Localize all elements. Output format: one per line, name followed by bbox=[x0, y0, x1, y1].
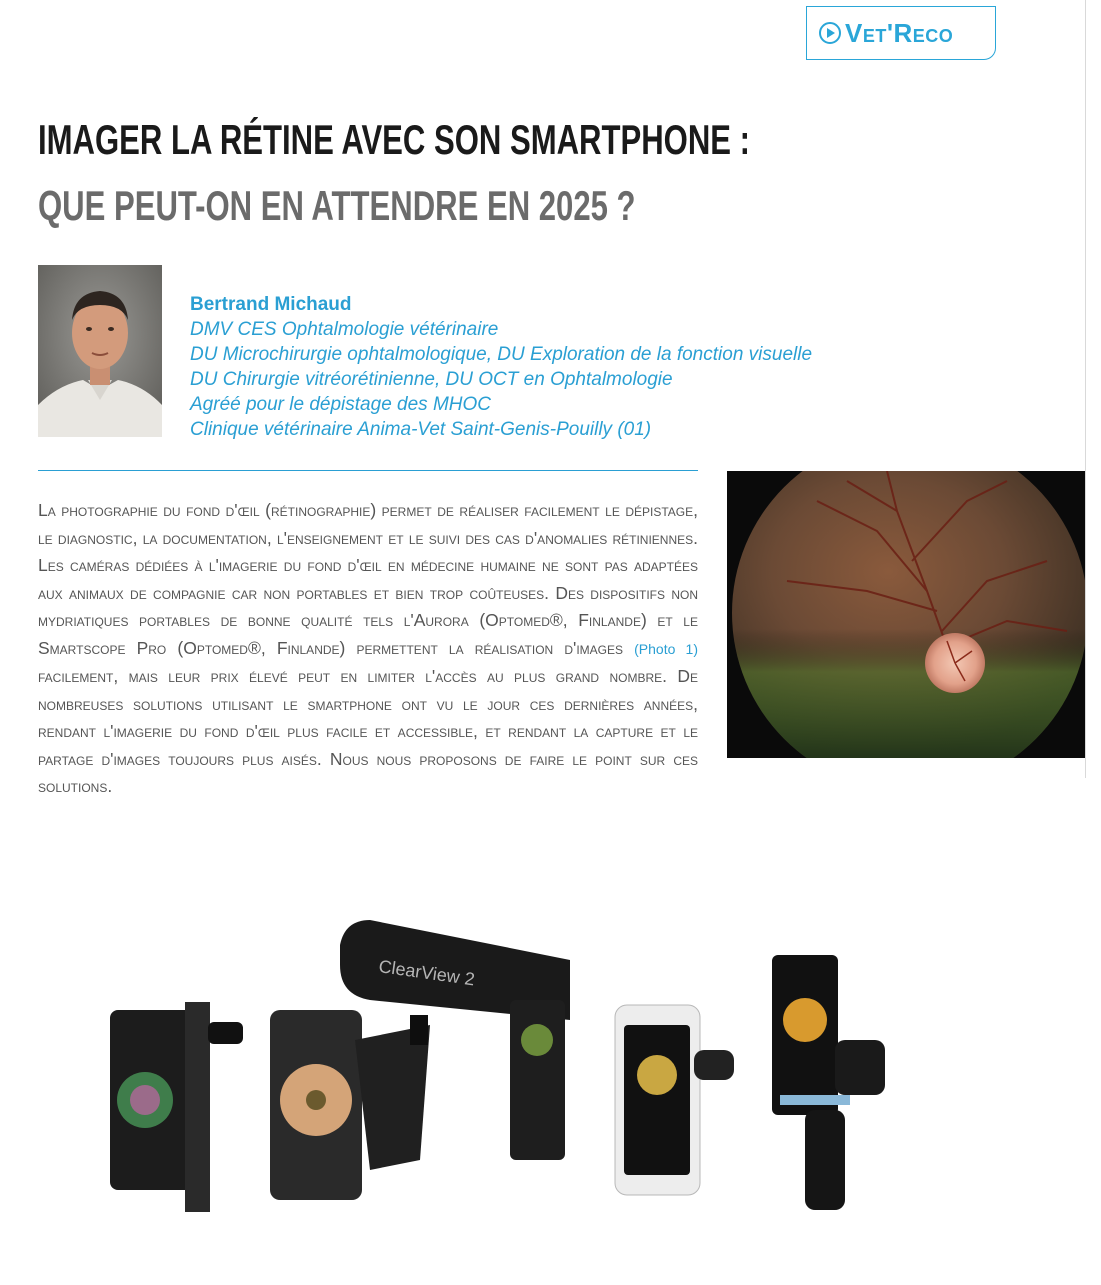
clearview-label: ClearView 2 bbox=[377, 956, 477, 990]
fundus-photo bbox=[727, 471, 1085, 758]
photo-reference: (Photo 1) bbox=[634, 640, 698, 657]
author-credential: DU Microchirurgie ophtalmologique, DU Exploration de la fonction visuelle bbox=[190, 344, 813, 365]
divider bbox=[38, 470, 698, 471]
article-title: IMAGER LA RÉTINE AVEC SON SMARTPHONE : bbox=[38, 116, 750, 163]
intro-paragraph bbox=[38, 497, 698, 801]
play-circle-icon bbox=[819, 22, 841, 44]
device-1 bbox=[110, 1002, 243, 1212]
device-5 bbox=[772, 955, 885, 1210]
article-subtitle: QUE PEUT-ON EN ATTENDRE EN 2025 ? bbox=[38, 182, 636, 229]
author-credential: Clinique vétérinaire Anima-Vet Saint-Genis-Pouilly (01) bbox=[190, 419, 652, 440]
author-info bbox=[190, 292, 812, 442]
section-badge bbox=[806, 6, 996, 60]
section-badge-label: Vet'Reco bbox=[845, 17, 954, 48]
device-2 bbox=[270, 1010, 430, 1200]
smartphone-devices-photo bbox=[100, 910, 900, 1220]
author-credential: Agréé pour le dépistage des MHOC bbox=[190, 394, 491, 415]
intro-text-part2: facilement, mais leur prix élevé peut en limiter l'accès au plus grand nombre. De nombreuses solutions utilisant le smartphone ont vu le jour ces dernières années, rendant l'imagerie du fond d'œil plus facile et accessible, et rendant la capture et le partage d'images toujours plus aisés. Nous nous proposons de faire le point sur ces solutions. bbox=[38, 666, 698, 796]
device-4 bbox=[615, 1005, 734, 1195]
author-name: Bertrand Michaud bbox=[190, 294, 352, 315]
intro-text-part1: La photographie du fond d'œil (rétinographie) permet de réaliser facilement le dépistage, le diagnostic, la documentation, l'enseignement et le suivi des cas d'anomalies rétiniennes. Les caméras dédiées à l'imagerie du fond d'œil en médecine humaine ne sont pas adaptées aux animaux de compagnie car non portables et bien trop coûteuses. Des dispositifs non mydriatiques portables de bonne qualité tels l'Aurora (Optomed®, Finlande) et le Smartscope Pro (Optomed®, Finlande) permettent la réalisation d'images bbox=[38, 500, 698, 658]
author-credential: DU Chirurgie vitréorétinienne, DU OCT en Ophtalmologie bbox=[190, 369, 673, 390]
page-edge-line bbox=[1085, 0, 1086, 778]
author-credential: DMV CES Ophtalmologie vétérinaire bbox=[190, 319, 499, 340]
author-portrait bbox=[38, 265, 162, 437]
